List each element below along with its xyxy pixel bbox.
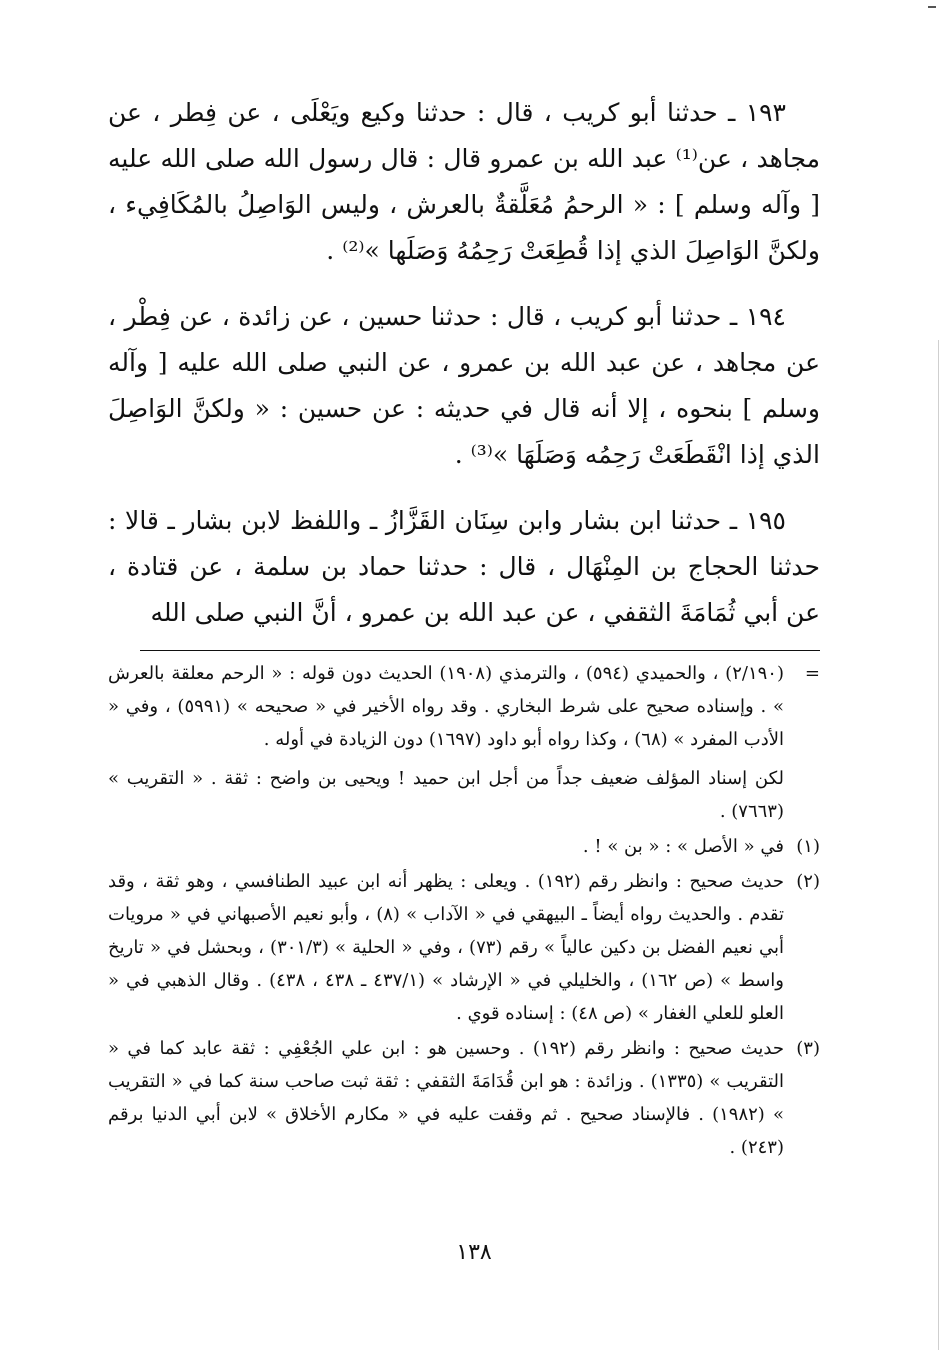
footnotes (108, 657, 820, 1164)
footnote-text: في « الأصل » : « بن » ! . (582, 836, 784, 857)
footnote-continuation-note: لكن إسناد المؤلف ضعيف جداً من أجل ابن حميد ! ويحيى بن واضح : ثقة . « التقريب » (٧٦٦٣) . (108, 768, 784, 822)
hadith-section (108, 90, 820, 636)
continuation-mark: = (804, 663, 820, 684)
footnote-2 (108, 865, 820, 1030)
footnote-number: (٢) (796, 871, 820, 892)
footnote-text: حديث صحيح : وانظر رقم (١٩٢) . ويعلى : يظهر أنه ابن عبيد الطنافسي ، وهو ثقة ، وقد تقدم . والحديث رواه أيضاً ـ البيهقي في « الآداب » (٨) ، وأبو نعيم الأصبهاني في « مرويات أبي نعيم الفضل بن دكين عالياً » رقم (٧٣) ، وفي « الحلية » (٣٠١/٣) ، وبحشل في « تاريخ واسط » (ص ١٦٢) ، والخليلي في « الإرشاد » (٤٣٧/١ ـ ٤٣٨ ، ٤٣٨) . وقال الذهبي في « العلو للعلي الغفار » (ص ٤٨) : إسناده قوي . (108, 871, 784, 1024)
hadith-195: ١٩٥ ـ حدثنا ابن بشار وابن سِنَان القَزَّازُ ـ واللفظ لابن بشار ـ قالا : حدثنا الحجاج بن المِنْهَال ، قال : حدثنا حماد بن سلمة ، عن قتادة ، عن أبي ثُمَامَةَ الثقفي ، عن عبد الله بن عمرو ، أنَّ النبي صلى الله (108, 506, 820, 627)
page-number: ١٣٨ (456, 1240, 492, 1265)
page-edge-shadow (938, 340, 939, 1350)
footnote-3 (108, 1032, 820, 1164)
hadith-193: ١٩٣ ـ حدثنا أبو كريب ، قال : حدثنا وكيع ويَعْلَى ، عن فِطر ، عن مجاهد ، عن⁽¹⁾ عبد الله بن عمرو قال : قال رسول الله صلى الله عليه [ وآله وسلم ] : « الرحمُ مُعَلَّقةٌ بالعرش ، وليس الوَاصِلُ بالمُكَافِيء ، ولكنَّ الوَاصِلَ الذي إذا قُطِعَتْ رَحِمُهُ وَصَلَها »⁽²⁾ . (108, 98, 820, 265)
footnote-1 (108, 830, 820, 863)
scan-speck (928, 6, 936, 8)
footnote-number: (٣) (796, 1038, 820, 1059)
footnote-continuation (108, 657, 820, 828)
footnote-number: (١) (796, 836, 820, 857)
hadith-194: ١٩٤ ـ حدثنا أبو كريب ، قال : حدثنا حسين ، عن زائدة ، عن فِطْر ، عن مجاهد ، عن عبد الله بن عمرو ، عن النبي صلى الله عليه [ وآله وسلم ] بنحوه ، إلا أنه قال في حديثه : عن حسين : « ولكنَّ الوَاصِلَ الذي إذا انْقَطَعَتْ رَحِمُه وَصَلَهَا »⁽³⁾ . (108, 302, 820, 469)
footnote-continuation-text: (٢/١٩٠) ، والحميدي (٥٩٤) ، والترمذي (١٩٠٨) الحديث دون قوله : « الرحم معلقة بالعرش » . وإسناده صحيح على شرط البخاري . وقد رواه الأخير في « صحيحه » (٥٩٩١) ، وفي « الأدب المفرد » (٦٨) ، وكذا رواه أبو داود (١٦٩٧) دون الزيادة في أوله . (108, 663, 784, 750)
footnote-separator (140, 650, 820, 651)
footnote-text: حديث صحيح : وانظر رقم (١٩٢) . وحسين هو : ابن علي الجُعْفِي : ثقة عابد كما في « التقريب » (١٣٣٥) . وزائدة : هو ابن قُدَامَةَ الثقفي : ثقة ثبت صاحب سنة كما في « التقريب » (١٩٨٢) . فالإسناد صحيح . ثم وقفت عليه في « مكارم الأخلاق » لابن أبي الدنيا برقم (٢٤٣) . (108, 1038, 784, 1158)
book-page (108, 90, 820, 1166)
